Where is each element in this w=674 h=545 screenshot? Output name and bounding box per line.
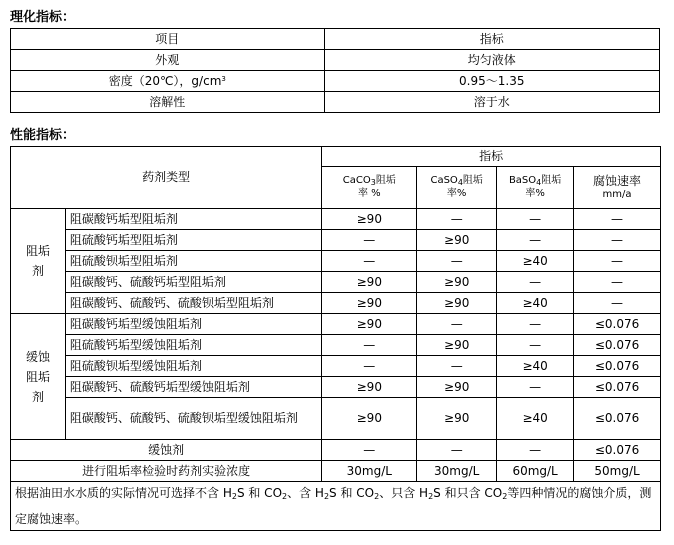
cell-corrosion: — (574, 230, 661, 251)
header-index: 指标 (322, 147, 661, 167)
cell-caco3: ≥90 (322, 398, 417, 440)
header-item: 项目 (11, 29, 325, 50)
cell-caco3: ≥90 (322, 209, 417, 230)
row-name: 阻硫酸钡垢型缓蚀阻垢剂 (65, 356, 321, 377)
cell-corrosion: ≤0.076 (574, 398, 661, 440)
physchem-table (10, 28, 660, 113)
row-value: 均匀液体 (324, 50, 659, 71)
cell-baso4: ≥40 (497, 251, 574, 272)
table-header-row (11, 147, 661, 167)
cell-corrosion: ≤0.076 (574, 335, 661, 356)
table-row (11, 398, 661, 440)
cell-baso4: ≥40 (497, 356, 574, 377)
row-name: 阻硫酸钙垢型阻垢剂 (65, 230, 321, 251)
row-name: 阻碳酸钙、硫酸钙垢型阻垢剂 (65, 272, 321, 293)
cell-caso4: — (417, 314, 497, 335)
cell-caso4: ≥90 (417, 335, 497, 356)
cell-corrosion: ≤0.076 (574, 356, 661, 377)
cell-caso4: ≥90 (417, 230, 497, 251)
cell-corrosion: — (574, 272, 661, 293)
cell-baso4: — (497, 440, 574, 461)
cell-corrosion: 50mg/L (574, 461, 661, 482)
cell-caco3: — (322, 251, 417, 272)
row-name: 缓蚀剂 (11, 440, 322, 461)
note-row (11, 482, 661, 531)
table-row (11, 440, 661, 461)
table-row (11, 50, 660, 71)
table-row (11, 314, 661, 335)
cell-caso4: 30mg/L (417, 461, 497, 482)
cell-baso4: ≥40 (497, 293, 574, 314)
cell-caco3: — (322, 356, 417, 377)
cell-baso4: — (497, 209, 574, 230)
performance-table (10, 146, 661, 531)
row-name: 阻碳酸钙垢型阻垢剂 (65, 209, 321, 230)
cell-baso4: — (497, 272, 574, 293)
table-row (11, 272, 661, 293)
cell-caso4: ≥90 (417, 293, 497, 314)
cell-caso4: — (417, 251, 497, 272)
cell-baso4: — (497, 314, 574, 335)
row-name: 阻硫酸钡垢型阻垢剂 (65, 251, 321, 272)
cell-caso4: ≥90 (417, 377, 497, 398)
group-scale-inhibitor: 阻垢剂 (11, 209, 66, 314)
table-row (11, 251, 661, 272)
row-name: 进行阻垢率检验时药剂实验浓度 (11, 461, 322, 482)
cell-caco3: ≥90 (322, 377, 417, 398)
group-corrosion-scale-inhibitor: 缓蚀阻垢剂 (11, 314, 66, 440)
table-row (11, 356, 661, 377)
table-row (11, 92, 660, 113)
cell-caco3: — (322, 230, 417, 251)
cell-baso4: ≥40 (497, 398, 574, 440)
cell-corrosion: — (574, 209, 661, 230)
cell-corrosion: — (574, 251, 661, 272)
cell-caco3: ≥90 (322, 314, 417, 335)
table-row (11, 293, 661, 314)
cell-caso4: ≥90 (417, 398, 497, 440)
cell-corrosion: ≤0.076 (574, 314, 661, 335)
cell-corrosion: ≤0.076 (574, 440, 661, 461)
row-name: 密度（20℃），$g/cm^3$ (11, 71, 325, 92)
cell-corrosion: ≤0.076 (574, 377, 661, 398)
section-title-performance: 性能指标： (10, 128, 76, 143)
cell-caco3: ≥90 (322, 293, 417, 314)
cell-caco3: 30mg/L (322, 461, 417, 482)
row-name: 溶解性 (11, 92, 325, 113)
cell-caco3: — (322, 440, 417, 461)
table-row (11, 230, 661, 251)
header-caso4: CaSO$_4$阻垢 率% (417, 167, 497, 209)
table-row (11, 71, 660, 92)
cell-baso4: 60mg/L (497, 461, 574, 482)
row-value: 溶于水 (324, 92, 659, 113)
cell-caso4: — (417, 209, 497, 230)
header-corrosion: 腐蚀速率 mm/a (574, 167, 661, 209)
cell-baso4: — (497, 335, 574, 356)
header-caco3: CaCO$_3$阻垢 率 % (322, 167, 417, 209)
table-row (11, 461, 661, 482)
row-name: 阻碳酸钙、硫酸钙、硫酸钡垢型缓蚀阻垢剂 (65, 398, 321, 440)
cell-caco3: — (322, 335, 417, 356)
table-row (11, 377, 661, 398)
cell-caso4: — (417, 356, 497, 377)
section-title-physchem: 理化指标： (10, 10, 76, 25)
cell-baso4: — (497, 377, 574, 398)
table-header-row (11, 29, 660, 50)
header-baso4: BaSO$_4$阻垢 率% (497, 167, 574, 209)
note-text: 根据油田水水质的实际情况可选择不含 $H_2S$ 和 $CO_2$、含 $H_2S$ 和 $CO_2$、只含 $H_2S$ 和只含 $CO_2$等四种情况的腐蚀介质，测定腐蚀速率。 (11, 482, 661, 531)
row-name: 阻碳酸钙、硫酸钙、硫酸钡垢型阻垢剂 (65, 293, 321, 314)
row-value: 0.95～1.35 (324, 71, 659, 92)
table-row (11, 335, 661, 356)
row-name: 阻碳酸钙、硫酸钙垢型缓蚀阻垢剂 (65, 377, 321, 398)
cell-caso4: — (417, 440, 497, 461)
row-name: 阻碳酸钙垢型缓蚀阻垢剂 (65, 314, 321, 335)
header-type: 药剂类型 (11, 147, 322, 209)
cell-baso4: — (497, 230, 574, 251)
row-name: 外观 (11, 50, 325, 71)
cell-caco3: ≥90 (322, 272, 417, 293)
header-index: 指标 (324, 29, 659, 50)
table-row (11, 209, 661, 230)
cell-caso4: ≥90 (417, 272, 497, 293)
cell-corrosion: — (574, 293, 661, 314)
row-name: 阻硫酸钙垢型缓蚀阻垢剂 (65, 335, 321, 356)
